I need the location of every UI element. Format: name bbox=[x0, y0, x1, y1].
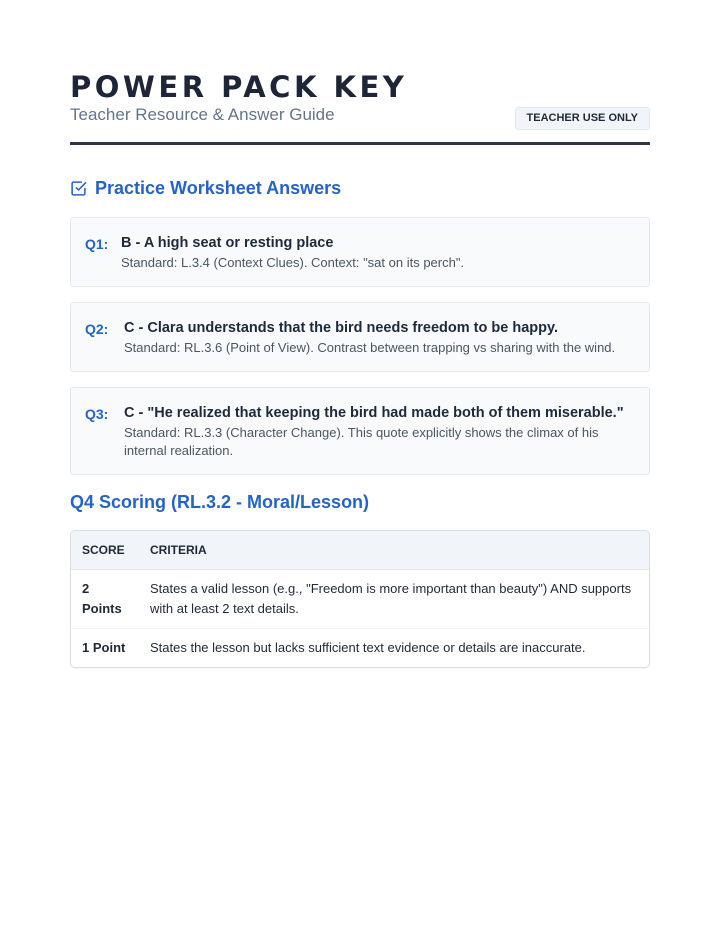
question-number: Q1: bbox=[85, 236, 109, 252]
answer-card-q2 bbox=[70, 302, 650, 372]
table-header-row bbox=[71, 531, 649, 570]
checkbox-icon bbox=[70, 180, 87, 197]
q4-scoring-heading: Q4 Scoring (RL.3.2 - Moral/Lesson) bbox=[70, 492, 370, 512]
answer-card-q3 bbox=[70, 387, 650, 475]
teacher-use-badge: TEACHER USE ONLY bbox=[515, 107, 650, 130]
question-number: Q2: bbox=[85, 321, 109, 337]
answer-text: B - A high seat or resting place bbox=[121, 235, 334, 251]
answer-text: C - "He realized that keeping the bird had made both of them miserable." bbox=[124, 405, 624, 421]
criteria-cell: States the lesson but lacks sufficient text evidence or details are inaccurate. bbox=[139, 629, 649, 668]
page-header bbox=[70, 70, 650, 142]
question-number: Q3: bbox=[85, 406, 109, 422]
answer-body bbox=[124, 403, 635, 460]
table-row bbox=[71, 629, 649, 668]
table-row bbox=[71, 570, 649, 629]
answer-body bbox=[121, 233, 635, 272]
scoring-table bbox=[70, 530, 650, 668]
standard-text: Standard: RL.3.3 (Character Change). This quote explicitly shows the climax of his internal realization. bbox=[124, 425, 599, 458]
page-title: POWER PACK KEY bbox=[70, 70, 408, 104]
answer-text: C - Clara understands that the bird needs freedom to be happy. bbox=[124, 320, 558, 336]
score-cell: 2 Points bbox=[82, 581, 122, 616]
column-header-score: SCORE bbox=[71, 531, 139, 570]
column-header-criteria: CRITERIA bbox=[139, 531, 649, 570]
criteria-cell: States a valid lesson (e.g., "Freedom is more important than beauty") AND supports with at least 2 text details. bbox=[150, 581, 632, 616]
answer-cards bbox=[70, 217, 650, 475]
practice-section-heading bbox=[70, 176, 650, 200]
practice-heading-text: Practice Worksheet Answers bbox=[95, 177, 342, 198]
standard-text: Standard: L.3.4 (Context Clues). Context: "sat on its perch". bbox=[121, 255, 465, 270]
standard-text: Standard: RL.3.6 (Point of View). Contrast between trapping vs sharing with the wind. bbox=[124, 340, 616, 355]
answer-body bbox=[124, 318, 635, 357]
header-divider bbox=[70, 142, 650, 145]
answer-card-q1 bbox=[70, 217, 650, 287]
page-subtitle: Teacher Resource & Answer Guide bbox=[70, 105, 335, 124]
score-cell: 1 Point bbox=[71, 629, 139, 668]
